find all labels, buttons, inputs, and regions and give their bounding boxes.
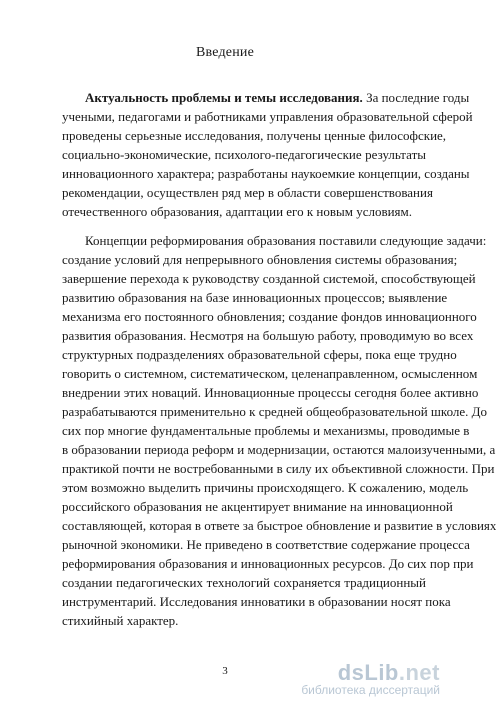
paragraph2-line: рыночной экономики. Не приведено в соответствие содержание процесса: [62, 537, 470, 552]
watermark: [301, 660, 440, 697]
paragraph2-line: инструментарий. Исследования инноватики в образовании носят пока: [62, 594, 451, 609]
paragraph2-line: механизма его постоянного обновления; создание фондов инновационного: [62, 309, 477, 324]
paragraph2-line: говорить о системном, систематическом, целенаправленном, осмысленном: [62, 366, 478, 381]
watermark-logo-tld: .net: [398, 660, 440, 685]
page-title: Введение: [195, 45, 255, 60]
paragraph1-lead: Актуальность проблемы и темы исследования.: [85, 90, 363, 105]
watermark-logo-name: dsLib: [337, 660, 399, 685]
paragraph2-line: создание условий для непрерывного обновления системы образования;: [62, 252, 458, 267]
paragraph2-line: структурных подразделениях образовательной сферы, пока еще трудно: [62, 347, 457, 362]
watermark-subtitle: библиотека диссертаций: [301, 683, 440, 697]
paragraph1-line: рекомендации, осуществлен ряд мер в области совершенствования: [62, 185, 433, 200]
paragraph2-line: создании педагогических технологий сохраняется традиционный: [62, 575, 426, 590]
paragraph2-line: завершение перехода к руководству созданной системой, способствующей: [62, 271, 476, 286]
paragraph2-line: этом возможно выделить причины происходящего. К сожалению, модель: [62, 480, 469, 495]
paragraph1-line: инновационного характера; разработаны наукоемкие концепции, созданы: [62, 166, 470, 181]
paragraph2-line: российского образования не акцентирует внимание на инновационной: [62, 499, 453, 514]
paragraph2-line: развития образования. Несмотря на большую работу, проводимую во всех: [62, 328, 474, 343]
paragraph1-line: проведены серьезные исследования, получены ценные философские,: [62, 128, 447, 143]
paragraph2-line: составляющей, которая в ответе за быстрое обновление и развитие в условиях: [62, 518, 496, 533]
paragraph2-line: стихийный характер.: [62, 613, 179, 628]
paragraph2-line: сих пор многие фундаментальные проблемы и механизмы, проводимые в: [62, 423, 470, 438]
paragraph2-line: разрабатываются применительно к средней общеобразовательной школе. До: [62, 404, 488, 419]
paragraph1-line-1: [85, 88, 470, 107]
paragraph1-line: социально-экономические, психолого-педагогические результаты: [62, 147, 426, 162]
paragraph2-line: внедрении этих новаций. Инновационные процессы сегодня более активно: [62, 385, 479, 400]
page-number: 3: [222, 665, 228, 677]
paragraph1-line: отечественного образования, адаптации его к новым условиям.: [62, 204, 412, 219]
paragraph2-line: в образовании периода реформ и модернизации, остаются малоизученными, а: [62, 442, 496, 457]
paragraph2-first-line: Концепции реформирования образования поставили следующие задачи:: [85, 233, 487, 248]
paragraph2-line: развитию образования на базе инновационных процессов; выявление: [62, 290, 448, 305]
paragraph1-line: учеными, педагогами и работниками управления образовательной сферой: [62, 109, 473, 124]
paragraph1-line1-rest: За последние годы: [362, 90, 470, 105]
paragraph2-line: реформирования образования и инновационных ресурсов. До сих пор при: [62, 556, 474, 571]
paragraph2-line: практикой почти не востребованными в силу их объективной сложности. При: [62, 461, 495, 476]
